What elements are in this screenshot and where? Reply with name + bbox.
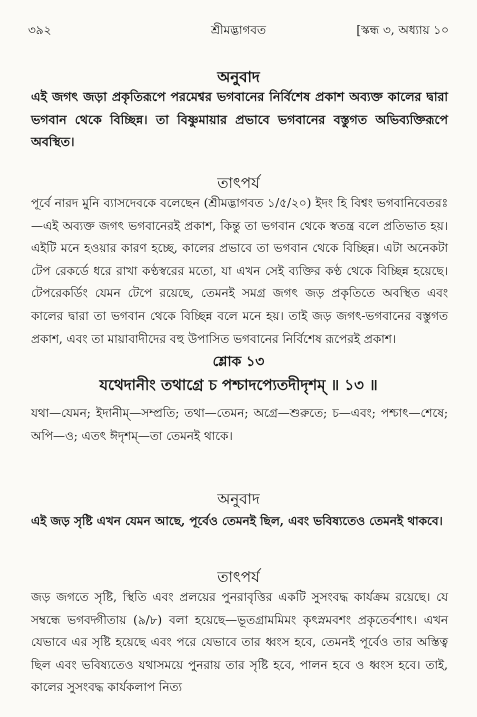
translation-text-2: এই জড় সৃষ্টি এখন যেমন আছে, পূর্বেও তেমনই ছিল, এবং ভবিষ্যতেও তেমনই থাকবে। xyxy=(31,514,443,528)
verse-line: যথেদানীং তথাগ্রে চ পশ্চাদপ্যেতদীদৃশম্ ॥ ১৩ ॥ xyxy=(99,376,378,394)
verse-heading: শ্লোক ১৩ xyxy=(212,354,265,370)
synonyms-text: যথা—যেমন; ইদানীম্—সম্প্রতি; তথা—তেমন; অগ্রে—শুরুতে; চ—এবং; পশ্চাৎ—শেষে; অপি—ও; এতৎ ঈদৃশম্—তা তেমনই থাকে। xyxy=(31,406,448,443)
page-number: ৩৯২ xyxy=(28,23,52,37)
purport-text-2: জড় জগতে সৃষ্টি, স্থিতি এবং প্রলয়ের পুনরাবৃত্তির একটি সুসংবদ্ধ কার্যক্রম রয়েছে। যে সম্বন্ধে ভগবদ্গীতায় (৯/৮) বলা হয়েছে—ভূতগ্রামমিমং কৃৎস্নমবশং প্রকৃতের্বশাৎ। এখন যেভাবে এর সৃষ্টি হয়েছে এবং পরে যেভাবে তার ধ্বংস হবে, তেমনই পূর্বেও তার অস্তিত্ব ছিল এবং ভবিষ্যতেও যথাসময়ে পুনরায় তার সৃষ্টি হবে, পালন হবে ও ধ্বংস হবে। তাই, কালের সুসংবদ্ধ কার্যকলাপ নিত্য xyxy=(31,590,448,695)
translation-text: এই জগৎ জড়া প্রকৃতিরূপে পরমেশ্বর ভগবানের নির্বিশেষ প্রকাশ অব্যক্ত কালের দ্বারা ভগবান থেকে বিচ্ছিন্ন। তা বিষ্ণুমায়ার প্রভাবে ভগবানের বস্তুগত অভিব্যক্তিরূপে অবস্থিত। xyxy=(31,89,448,150)
section-reference: [স্কন্ধ ৩, অধ্যায় ১০ xyxy=(356,23,449,37)
book-title: শ্রীমদ্ভাগবত xyxy=(210,23,266,37)
page-header xyxy=(28,22,449,42)
purport-heading: তাৎপর্য xyxy=(217,174,260,192)
translation-heading: অনুবাদ xyxy=(217,68,260,86)
translation-heading-2: অনুবাদ xyxy=(217,490,260,508)
purport-heading-2: তাৎপর্য xyxy=(217,568,260,586)
purport-text: পূর্বে নারদ মুনি ব্যাসদেবকে বলেছেন (শ্রীমদ্ভাগবত ১/৫/২০) ইদং হি বিশ্বং ভগবানিবেতরঃ—এই অব্যক্ত জগৎ ভগবানেরই প্রকাশ, কিন্তু তা ভগবান থেকে স্বতন্ত্র বলে প্রতিভাত হয়। এইটি মনে হওয়ার কারণ হচ্ছে, কালের প্রভাবে তা ভগবান থেকে বিচ্ছিন্ন। এটা অনেকটা টেপ রেকর্ডে ধরে রাখা কণ্ঠস্বরের মতো, যা এখন সেই ব্যক্তির কণ্ঠ থেকে বিচ্ছিন্ন হয়েছে। টেপরেকর্ডিং যেমন টেপে রয়েছে, তেমনই সমগ্র জগৎ জড় প্রকৃতিতে অবস্থিত এবং কালের দ্বারা তা ভগবান থেকে বিচ্ছিন্ন বলে মনে হয়। তাই জড় জগৎ-ভগবানের বস্তুগত প্রকাশ, এবং তা মায়াবাদীদের বহু উপাসিত ভগবানের নির্বিশেষ রূপেরই প্রকাশ। xyxy=(31,196,448,346)
